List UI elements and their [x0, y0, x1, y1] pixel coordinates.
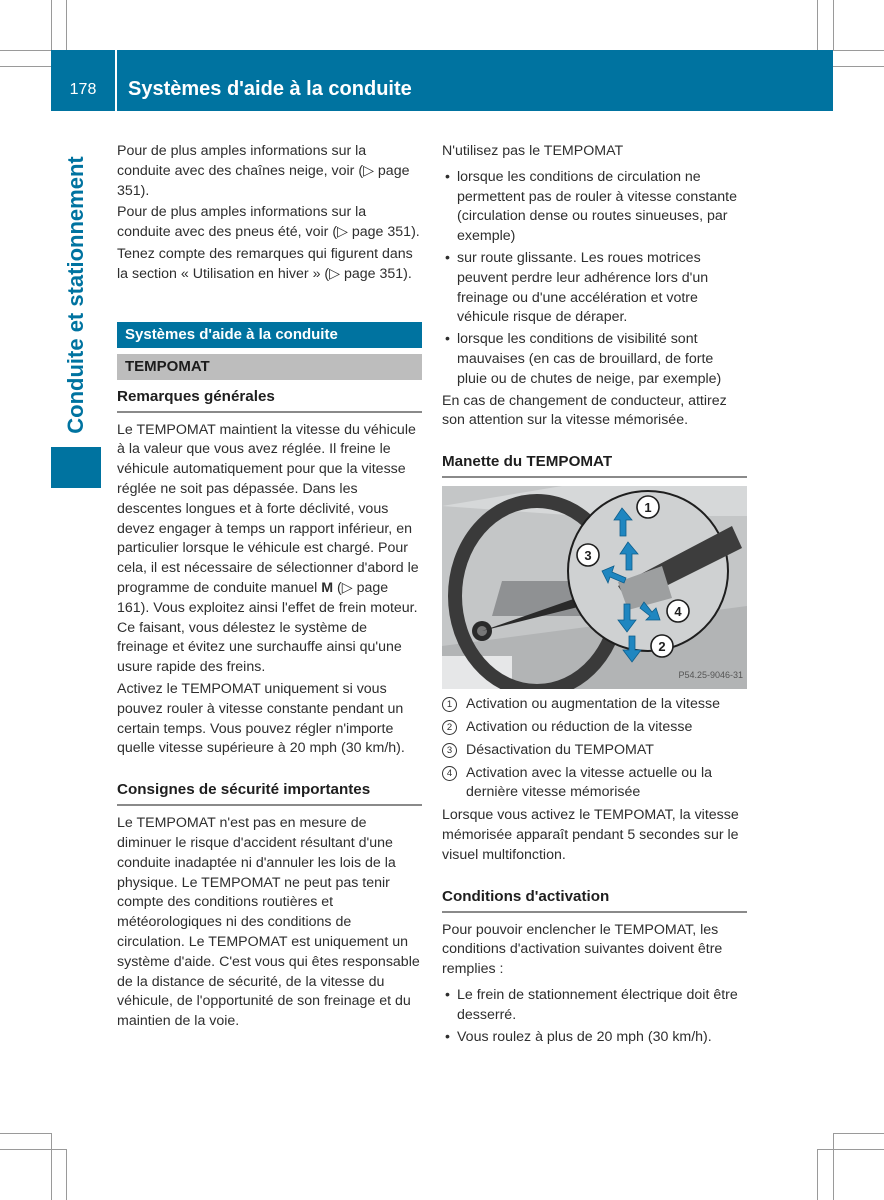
crop-mark	[833, 66, 884, 67]
header-divider	[115, 50, 117, 111]
bullet-icon: •	[445, 331, 450, 348]
crop-mark	[833, 1133, 834, 1200]
steering-wheel-lever-drawing	[442, 486, 747, 689]
bullet-icon: •	[445, 1028, 450, 1045]
legend-item: 1 Activation ou augmentation de la vitesse	[442, 695, 747, 715]
crop-mark	[817, 0, 818, 50]
crop-mark	[833, 50, 884, 51]
intro-paragraph: Tenez compte des remarques qui figurent dans la section « Utilisation en hiver » (▷ page 351).	[117, 245, 413, 282]
manual-mode-glyph: M	[321, 579, 334, 596]
crop-mark	[833, 1133, 884, 1134]
section-heading: Systèmes d'aide à la conduite	[117, 322, 422, 348]
crop-mark	[51, 1133, 52, 1200]
crop-mark	[817, 1149, 818, 1200]
list-item: • lorsque les conditions de visibilité sont mauvaises (en cas de brouillard, de forte pluie ou de chutes de neige, par exemple)	[445, 331, 722, 387]
crop-mark	[0, 1133, 51, 1134]
bullet-icon: •	[445, 986, 450, 1003]
callout-2: 2	[658, 639, 666, 655]
crop-mark	[51, 0, 52, 50]
crop-mark	[0, 1149, 66, 1150]
list-item: • Vous roulez à plus de 20 mph (30 km/h).	[442, 1028, 747, 1048]
crop-mark	[833, 0, 834, 50]
callout-number-icon: 4	[442, 766, 457, 781]
bullet-icon: •	[445, 168, 450, 185]
conditions-intro: Pour pouvoir enclencher le TEMPOMAT, les conditions d'activation suivantes doivent être remplies :	[442, 921, 723, 978]
lever-heading: Manette du TEMPOMAT	[442, 451, 747, 478]
do-not-use-intro: N'utilisez pas le TEMPOMAT	[442, 143, 624, 159]
figure-code: P54.25-9046-31	[678, 670, 743, 681]
callout-number-icon: 2	[442, 720, 457, 735]
remarks-heading: Remarques générales	[117, 386, 422, 413]
subsection-heading: TEMPOMAT	[117, 354, 422, 380]
right-column	[442, 142, 747, 1049]
callout-number-icon: 3	[442, 743, 457, 758]
driver-change-note: En cas de changement de conducteur, attirez son attention sur la vitesse mémorisée.	[442, 392, 727, 429]
remarks-paragraph: Le TEMPOMAT maintient la vitesse du véhicule à la valeur que vous avez réglée. Il freine le véhicule automatiquement pour que la vitesse réglée ne soit pas dépassée. Dans les descentes longues et à forte déclivité, vous devez engager à temps un rapport inférieur, en particulier lorsque le véhicule est chargé. Pour cela, il est nécessaire de sélectionner d'abord le programme de conduite manuel M (▷ page 161). Vous exploitez ainsi l'effet de frein moteur. Ce faisant, vous délestez le système de freinage et évitez une surchauffe ainsi qu'une usure rapide des freins.	[117, 421, 419, 676]
crop-mark	[817, 1149, 884, 1150]
chapter-side-tab	[50, 150, 102, 440]
crop-mark	[0, 66, 51, 67]
page-title: Systèmes d'aide à la conduite	[128, 78, 412, 100]
safety-heading: Consignes de sécurité importantes	[117, 779, 422, 806]
left-column	[117, 142, 422, 1034]
chapter-label: Conduite et stationnement	[63, 156, 88, 434]
callout-number-icon: 1	[442, 697, 457, 712]
list-item: • lorsque les conditions de circulation ne permettent pas de rouler à vitesse constante (circulation dense ou routes sinueuses, par exemple)	[445, 168, 737, 245]
cruise-control-lever-illustration	[442, 486, 747, 689]
do-not-use-list	[442, 168, 747, 390]
chapter-tab-marker	[51, 447, 101, 488]
conditions-list	[442, 986, 747, 1047]
legend-item: 3 Désactivation du TEMPOMAT	[442, 741, 747, 761]
legend-item: 2 Activation ou réduction de la vitesse	[442, 718, 747, 738]
callout-3: 3	[584, 548, 592, 564]
crop-mark	[66, 0, 67, 50]
intro-paragraph: Pour de plus amples informations sur la conduite avec des pneus été, voir (▷ page 351).	[117, 204, 420, 241]
figure-legend	[442, 695, 747, 803]
remarks-paragraph: Activez le TEMPOMAT uniquement si vous pouvez rouler à vitesse constante pendant un certain temps. Vous pouvez régler n'importe quelle vitesse supérieure à 20 mph (30 km/h).	[117, 680, 405, 757]
activation-note: Lorsque vous activez le TEMPOMAT, la vitesse mémorisée apparaît pendant 5 secondes sur le visuel multifonction.	[442, 807, 739, 863]
crop-mark	[0, 50, 51, 51]
conditions-heading: Conditions d'activation	[442, 886, 747, 913]
bullet-icon: •	[445, 249, 450, 266]
list-item: • sur route glissante. Les roues motrices peuvent perdre leur adhérence lors d'un freinage ou d'une accélération et votre véhicule risque de déraper.	[445, 249, 709, 326]
callout-4: 4	[674, 604, 682, 620]
crop-mark	[66, 1149, 67, 1200]
legend-item: 4 Activation avec la vitesse actuelle ou la dernière vitesse mémorisée	[442, 764, 747, 804]
page-number: 178	[69, 81, 97, 98]
callout-1: 1	[644, 500, 652, 516]
intro-paragraph: Pour de plus amples informations sur la conduite avec des chaînes neige, voir (▷ page 351).	[117, 143, 410, 199]
list-item: • Le frein de stationnement électrique doit être desserré.	[445, 986, 738, 1023]
safety-paragraph: Le TEMPOMAT n'est pas en mesure de diminuer le risque d'accident résultant d'une conduite inadaptée ni d'annuler les lois de la physique. Le TEMPOMAT ne peut pas tenir compte des conditions routières et météorologiques ni des conditions de circulation. Le TEMPOMAT est uniquement un système d'aide. C'est vous qui êtes responsable de la distance de sécurité, de la vitesse du véhicule, de l'opportunité de son freinage et du maintien de la voie.	[117, 815, 420, 1030]
